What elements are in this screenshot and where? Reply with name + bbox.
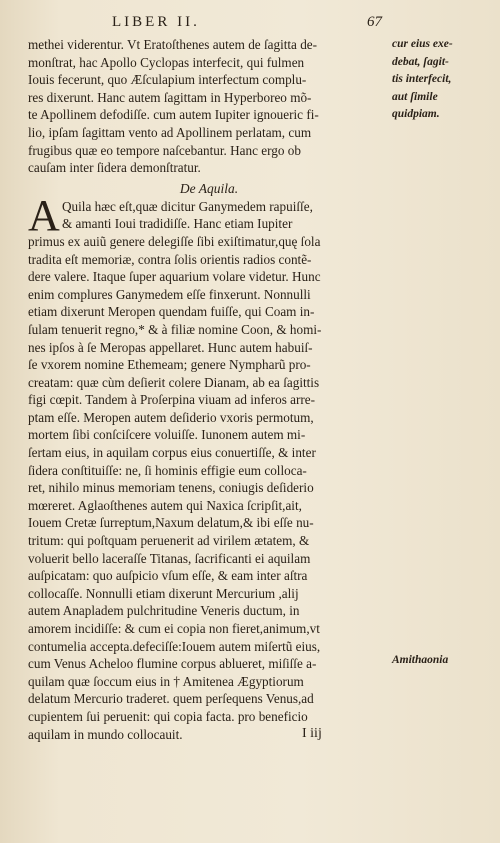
paragraph-opening: [28, 190, 390, 240]
text-line: dere valere. Itaque ſuper aquarium volare videtur. Hunc: [28, 269, 321, 285]
text-line: figi cœpit. Tandem à Proſerpina viuam ad inferos arre-: [28, 392, 316, 408]
main-text-block: [28, 36, 390, 743]
text-line: voluerit bello laceraſſe Titanas, ſacrificanti ei aquilam: [28, 550, 311, 566]
text-line: monſtrat, hac Apollo Cyclopas interfecit, qui fulmen: [28, 54, 305, 70]
text-line: lio, ipſam ſagittam vento ad Apollinem perlatam, cum: [28, 124, 312, 140]
text-line: etiam dixerunt Meropen quendam fuiſſe, qui Coam in-: [28, 304, 315, 320]
text-line: Iouem Cretæ ſurreptum,Naxum delatum,& ibi eſſe nu-: [28, 515, 314, 531]
signature-mark: I iij: [302, 726, 322, 741]
text-line: nes ipſos à ſe Meropas appellaret. Hunc autem habuiſ-: [28, 339, 313, 355]
running-title: LIBER II.: [112, 14, 200, 30]
margin-note-line: tis interfecit,: [392, 73, 452, 86]
text-line: collocaſſe. Nonnulli etiam dixerunt Mercurium ,alij: [28, 585, 299, 601]
text-line: enim complures Ganymedem eſſe finxerunt. Nonnulli: [28, 286, 311, 302]
text-line: creatam: quæ cùm deſierit colere Dianam, ab ea ſagittis: [28, 374, 320, 390]
text-line: amorem incidiſſe: & cum ei copia non fieret,animum,vt: [28, 621, 320, 636]
text-line: mœreret. Aglaoſthenes autem qui Naxica ſcripſit,ait,: [28, 497, 302, 513]
text-line: Quila hæc eſt,quæ dicitur Ganymedem rapuiſſe,: [62, 198, 313, 214]
text-line: contumelia accepta.defeciſſe:Iouem autem miſertũ eius,: [28, 638, 321, 654]
margin-note-line: debat, ſagit-: [392, 55, 449, 68]
text-line: delatum Mercurio traderet. quem perſequens Venus,ad: [28, 691, 314, 707]
section-heading: De Aquila.: [179, 180, 239, 196]
margin-note-1: [392, 36, 492, 124]
text-line: & amanti Ioui tradidiſſe. Hanc etiam Iupiter: [62, 216, 293, 232]
text-line: cupientem ſui peruenit: qui copia facta. pro beneficio: [28, 708, 308, 724]
text-line: frugibus quæ eo tempore naſcebantur. Hanc ergo ob: [28, 142, 301, 158]
text-line: ret, nihilo minus memoriam tenens, coniugis deſiderio: [28, 480, 314, 496]
text-line: cum Venus Acheloo flumine corpus ablueret, miſiſſe a-: [28, 656, 317, 672]
text-line: Iouis fecerunt, quo Æſculapium interfectum complu-: [28, 72, 307, 88]
margin-note-2: [392, 652, 492, 670]
margin-note-line: quidpiam.: [392, 108, 440, 121]
text-line: quilam quæ ſoccum eius in † Amitenea Ægyptiorum: [28, 673, 304, 689]
text-line: methei viderentur. Vt Eratoſthenes autem de ſagitta de-: [28, 37, 318, 52]
text-line: mortem ſibi conſciſcere voluiſſe. Iunonem autem mi-: [28, 427, 306, 443]
text-line: tradita eſt memoriæ, contra ſolis orientis radios contẽ-: [28, 251, 312, 267]
text-line: primus ex auiũ genere delegiſſe ſibi exiſtimatur,quę ſola: [28, 233, 321, 249]
margin-note-line: aut ſimile: [392, 90, 438, 103]
page-number: 67: [367, 14, 382, 30]
text-line: ptam eſſe. Meropen autem deſiderio vxoris permotum,: [28, 409, 314, 425]
text-line: aquilam in mundo collocauit.: [28, 726, 183, 742]
text-line: ſulam tenuerit regno,* & à filiæ nomine Coon, & homi-: [28, 321, 322, 337]
text-line: ſe vxorem nomine Ethemeam; genere Nympharũ pro-: [28, 357, 311, 373]
text-line: res dixerunt. Hanc autem ſagittam in Hyperboreo mõ-: [28, 89, 312, 105]
text-line: te Apollinem defodiſſe. cum autem Iupiter ignoueric fi-: [28, 107, 319, 123]
text-line: tritum: qui poſtquam peruenerit ad virilem ætatem, &: [28, 533, 310, 549]
text-line: cauſam inter ſidera demonſtratur.: [28, 160, 201, 176]
text-line: autem Anapladem pulchritudine Veneris ductum, in: [28, 603, 300, 619]
text-line: ſertam eius, in aquilam corpus eius conuertiſſe, & inter: [28, 445, 316, 461]
margin-note-line: Amithaonia: [392, 654, 449, 666]
text-line: ſidera conſtituiſſe: ne, ſi hominis effigie eum colloca-: [28, 462, 307, 478]
margin-note-line: cur eius exe-: [392, 38, 453, 50]
drop-cap: A: [28, 190, 60, 240]
text-line: auſpicatam: quo auſpicio vſum eſſe, & eam inter aſtra: [28, 568, 308, 584]
